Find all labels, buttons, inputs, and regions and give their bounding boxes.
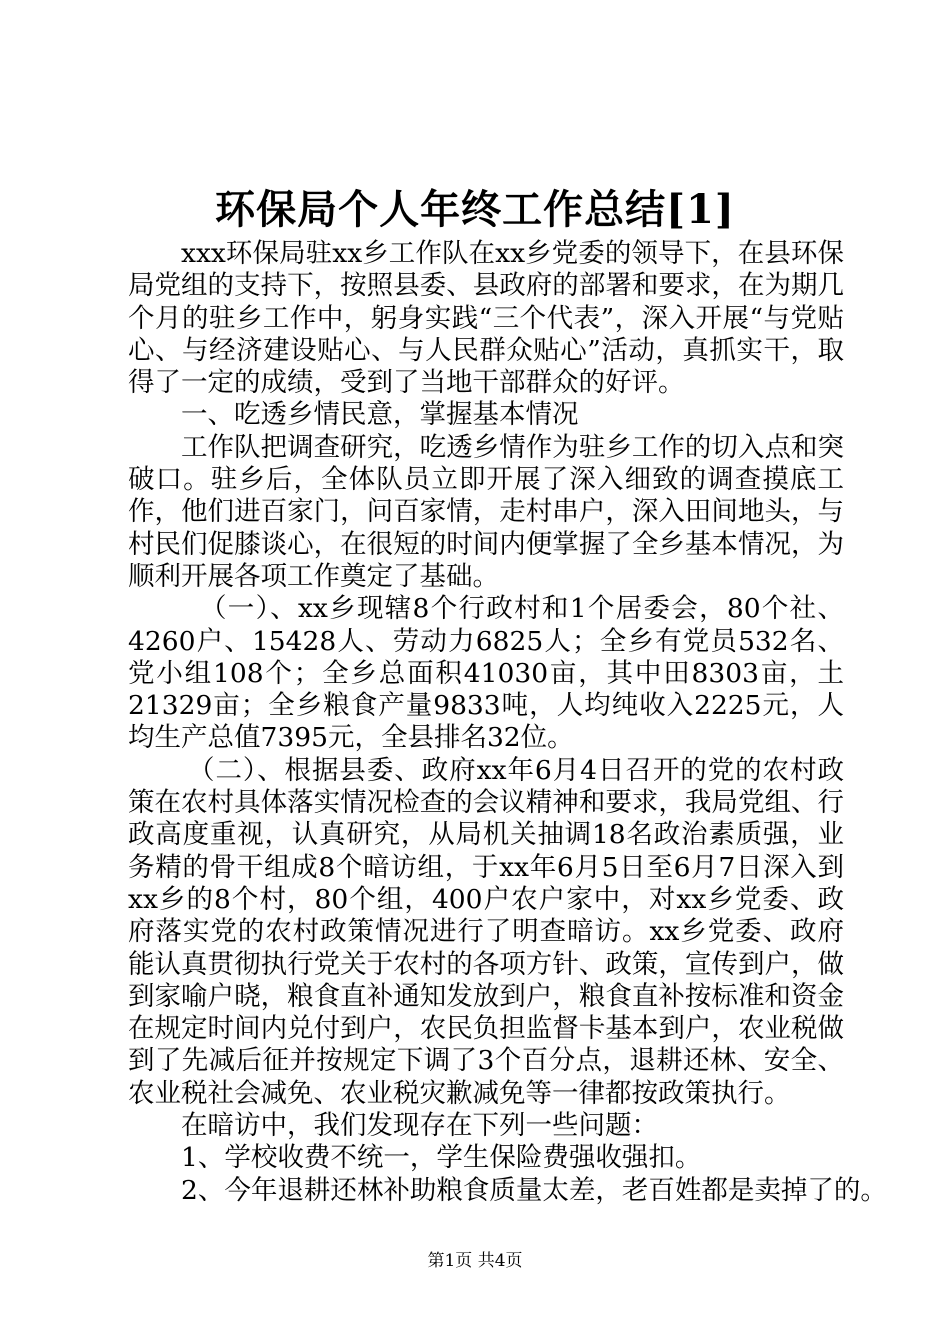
document-body: [128, 238, 887, 1207]
paragraph-survey: 工作队把调查研究，吃透乡情作为驻乡工作的切入点和突破口。驻乡后，全体队员立即开展了深入细致的调查摸底工作，他们进百家门，问百家情，走村串户，深入田间地头，与村民们促膝谈心，在很短的时间内便掌握了全乡基本情况，为顺利开展各项工作奠定了基础。: [128, 431, 844, 592]
document-title: 环保局个人年终工作总结[1]: [215, 186, 735, 233]
list-item-problem-1: 1、学校收费不统一，学生保险费强收强扣。: [181, 1142, 702, 1174]
page-number-footer: 第1页 共4页: [427, 1251, 523, 1271]
section-heading-1: 一、吃透乡情民意，掌握基本情况: [181, 399, 579, 431]
paragraph-subsection-2: （二）、根据县委、政府xx年6月4日召开的党的农村政策在农村具体落实情况检查的会议精神和要求，我局党组、行政高度重视，认真研究，从局机关抽调18名政治素质强，业务精的骨干组成8个暗访组，于xx年6月5日至6月7日深入到xx乡的8个村，80个组，400户农户家中，对xx乡党委、政府落实党的农村政策情况进行了明查暗访。xx乡党委、政府能认真贯彻执行党关于农村的各项方针、政策，宣传到户，做到家喻户晓，粮食直补通知发放到户，粮食直补按标准和资金在规定时间内兑付到户，农民负担监督卡基本到户，农业税做到了先减后征并按规定下调了3个百分点，退耕还林、安全、农业税社会减免、农业税灾歉减免等一律都按政策执行。: [128, 754, 844, 1109]
paragraph-subsection-1: （一）、xx乡现辖8个行政村和1个居委会，80个社、4260户、15428人、劳动力6825人；全乡有党员532名、党小组108个；全乡总面积41030亩，其中田8303亩，土21329亩；全乡粮食产量9833吨，人均纯收入2225元，人均生产总值7395元，全县排名32位。: [128, 593, 844, 754]
paragraph-problems-intro: 在暗访中，我们发现存在下列一些问题：: [181, 1110, 658, 1142]
paragraph-intro: xxx环保局驻xx乡工作队在xx乡党委的领导下，在县环保局党组的支持下，按照县委、县政府的部署和要求，在为期几个月的驻乡工作中，躬身实践“三个代表”，深入开展“与党贴心、与经济建设贴心、与人民群众贴心”活动，真抓实干，取得了一定的成绩，受到了当地干部群众的好评。: [128, 238, 844, 399]
list-item-problem-2: 2、今年退耕还林补助粮食质量太差，老百姓都是卖掉了的。: [181, 1174, 887, 1206]
